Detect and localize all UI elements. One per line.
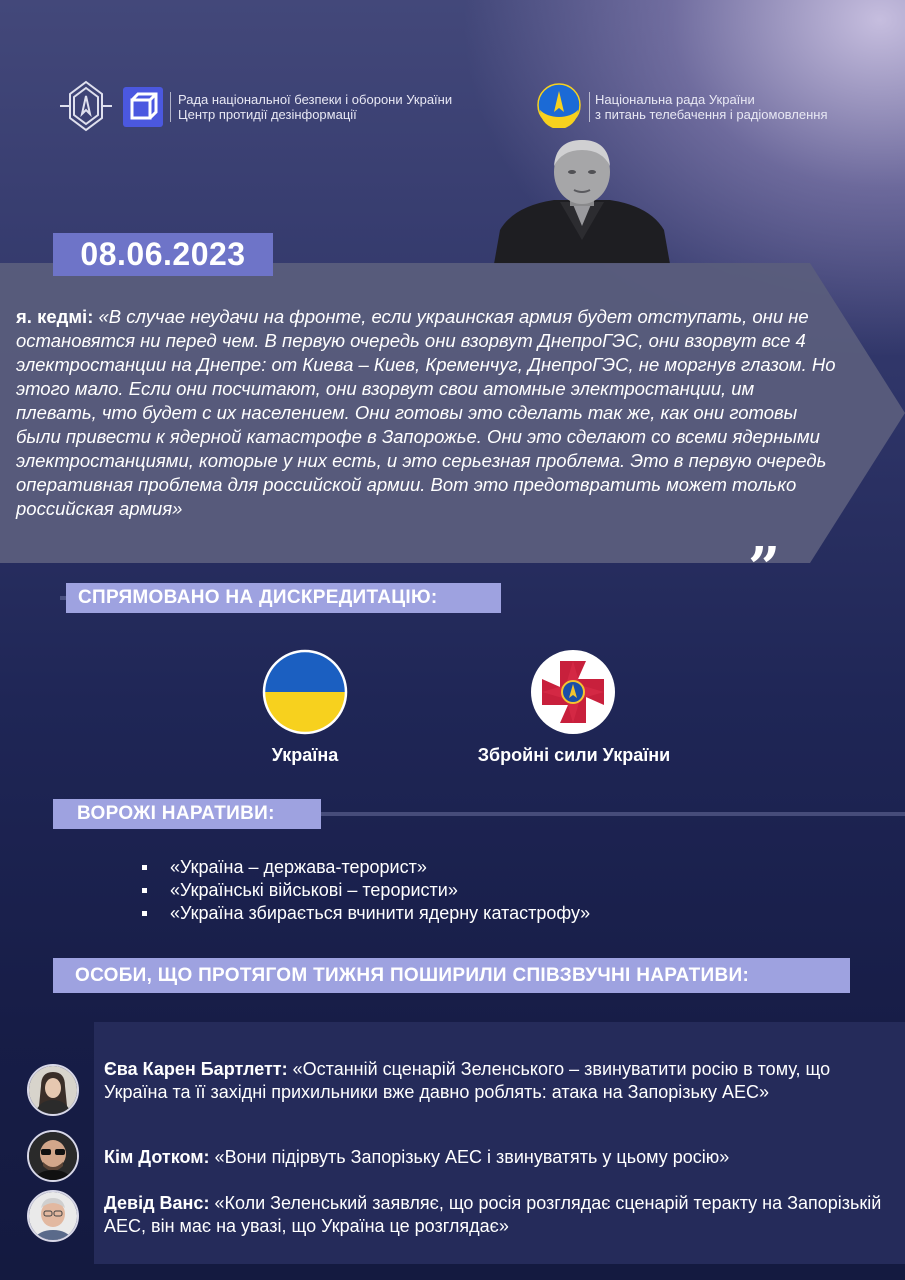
narrative-item <box>142 902 590 925</box>
header-separator-2 <box>589 92 590 122</box>
nsdc-emblem-icon <box>58 80 114 132</box>
bullet-icon <box>142 911 147 916</box>
narrative-text: «Українські військові – терористи» <box>170 880 458 900</box>
narrative-text: «Україна – держава-терорист» <box>170 857 427 877</box>
org-nsdc-name <box>178 92 452 122</box>
date-badge: 08.06.2023 <box>53 233 273 276</box>
national-council-logo-icon <box>536 82 582 128</box>
armed-forces-emblem-icon <box>530 649 616 735</box>
person-quote: «Коли Зеленський заявляє, що росія розглядає сценарій теракту на Запорізькій АЕС, він має на увазі, що Україна це розглядає» <box>104 1193 882 1236</box>
quote-body: «В случае неудачи на фронте, если украинская армия будет отступать, они не остановятся ни перед чем. В первую очередь они взорвут ДнепроГЭС, они взорвут все 4 электростанции на Днепре: от Киева – Киев, Кременчуг, ДнепроГЭС, не моргнув глазом. Но этого мало. Если они посчитают, они взорвут свои атомные электростанции, им плевать, что будет с их населением. Они готовы это сделать так же, как они готовы были привести к ядерной катастрофе в Запорожье. Они это сделают со всеми ядерными электростанциями, которые у них есть, и это серьезная проблема. Это в первую очередь оперативная проблема для российской армии. Вот это предотвратить может только российская армия» <box>16 306 836 519</box>
org-nsdc-line1: Рада національної безпеки і оборони України <box>178 92 453 107</box>
person-quote: «Вони підірвуть Запорізьку АЕС і звинуватять у цьому росію» <box>214 1147 730 1167</box>
narratives-divider <box>320 812 905 816</box>
quote-block <box>16 305 836 521</box>
org-nc-line1: Національна рада України <box>595 92 755 107</box>
closing-quote-icon: ” <box>748 535 781 601</box>
narratives-heading: ВОРОЖІ НАРАТИВИ: <box>53 799 321 829</box>
target-label-ukraine: Україна <box>271 745 339 765</box>
person-name: Єва Карен Бартлетт: <box>104 1059 288 1079</box>
persons-heading: ОСОБИ, ЩО ПРОТЯГОМ ТИЖНЯ ПОШИРИЛИ СПІВЗВУЧНІ НАРАТИВИ: <box>53 958 850 993</box>
target-label-armed-forces: Збройні сили України <box>477 745 671 765</box>
header-separator <box>170 92 171 122</box>
person-entry-bartlett <box>104 1058 894 1104</box>
narrative-text: «Україна збирається вчинити ядерну катастрофу» <box>170 903 591 923</box>
quote-speaker: я. кедмі: <box>16 306 94 327</box>
person-quote: «Останній сценарій Зеленського – звинуватити росію в тому, що Україна та її західні прихильники вже давно роблять: атака на Запорізьку АЕС» <box>104 1059 831 1102</box>
person-entry-dotcom <box>104 1146 894 1169</box>
discredit-heading: СПРЯМОВАНО НА ДИСКРЕДИТАЦІЮ: <box>66 583 501 613</box>
org-nc-line2: з питань телебачення і радіомовлення <box>595 107 828 122</box>
narratives-list <box>142 856 590 925</box>
bullet-icon <box>142 865 147 870</box>
org-nsdc-line2: Центр протидії дезінформації <box>178 107 357 122</box>
person-name: Кім Дотком: <box>104 1147 210 1167</box>
narrative-item <box>142 856 590 879</box>
avatar-dotcom <box>27 1130 79 1182</box>
person-name: Девід Ванс: <box>104 1193 210 1213</box>
narrative-item <box>142 879 590 902</box>
person-entry-vance <box>104 1192 894 1238</box>
bullet-icon <box>142 888 147 893</box>
speaker-portrait <box>494 140 670 264</box>
avatar-vance <box>27 1190 79 1242</box>
avatar-bartlett <box>27 1064 79 1116</box>
ukraine-flag-icon <box>262 649 348 735</box>
cpd-cube-icon <box>122 86 164 128</box>
org-national-council-name <box>595 92 828 122</box>
